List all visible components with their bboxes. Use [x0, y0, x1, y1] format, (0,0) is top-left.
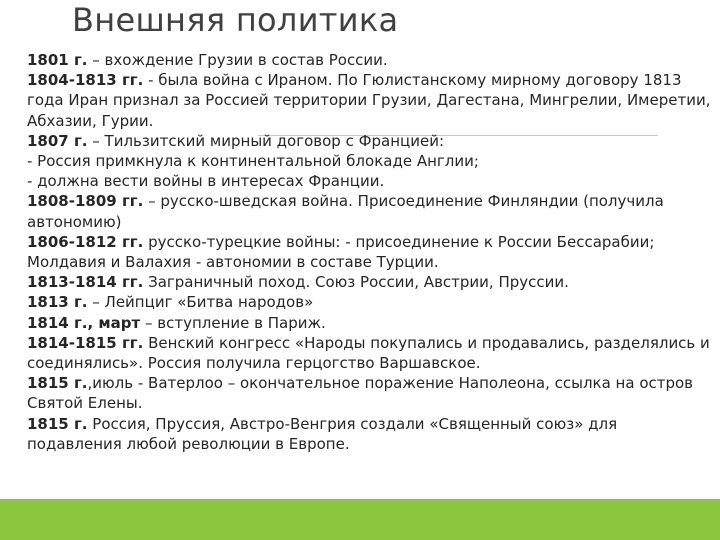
paragraph: [27, 313, 711, 333]
paragraph: [27, 70, 711, 131]
paragraph-text: Россия, Пруссия, Австро-Венгрия создали «Священный союз» для подавления любой революции в Европе.: [27, 414, 618, 453]
paragraph-text: русско-турецкие войны: - присоединение к России Бессарабии; Молдавия и Валахия - автономии в составе Турции.: [27, 232, 655, 272]
paragraph-date: 1807 г.: [27, 131, 88, 150]
paragraph-date: 1804-1813 гг.: [27, 71, 144, 90]
paragraph-text: – Тильзитский мирный договор с Францией:: [87, 131, 445, 150]
paragraph-text: – русско-шведская война. Присоединение Финляндии (получила автономию): [27, 192, 664, 231]
paragraph-text: – Лейпциг «Битва народов»: [87, 293, 314, 312]
slide-title: Внешняя политика: [72, 1, 399, 39]
paragraph-date: 1815 г.: [27, 374, 88, 393]
paragraph-text: – вхождение Грузии в состав России.: [87, 51, 388, 69]
paragraph-text: - должна вести войны в интересах Франции.: [27, 172, 385, 191]
paragraph: [27, 131, 711, 151]
paragraph-text: - была война с Ираном. По Гюлистанскому мирному договору 1813 года Иран признал за Россией территории Грузии, Дагестана, Мингрелии, Имеретии, Абхазии, Гурии.: [27, 71, 711, 130]
paragraph-date: 1813-1814 гг.: [27, 273, 144, 292]
paragraph-date: 1814-1815 гг.: [27, 333, 144, 352]
paragraph: [27, 151, 711, 171]
paragraph-date: 1806-1812 гг.: [27, 232, 144, 251]
paragraph: [27, 272, 711, 292]
footer-bar: [0, 499, 720, 540]
paragraph-text: – вступление в Париж.: [140, 313, 326, 332]
paragraph: [27, 50, 711, 70]
paragraph-date: 1813 г.: [27, 293, 88, 312]
slide-body: [27, 50, 711, 454]
paragraph: [27, 171, 711, 191]
paragraph-date: 1808-1809 гг.: [27, 192, 144, 211]
paragraph-date: 1814 г., март: [27, 313, 141, 332]
paragraph: [27, 414, 711, 454]
paragraph-text: - Россия примкнула к континентальной блокаде Англии;: [27, 152, 479, 171]
paragraph-text: Заграничный поход. Союз России, Австрии, Пруссии.: [143, 273, 569, 292]
paragraph: [27, 333, 711, 373]
paragraph-text: Венский конгресс «Народы покупались и продавались, разделялись и соединялись». Россия получила герцогство Варшавское.: [27, 333, 710, 373]
paragraph: [27, 292, 711, 312]
paragraph: [27, 232, 711, 272]
paragraph-date: 1815 г.: [27, 414, 88, 433]
paragraph-date: 1801 г.: [27, 51, 88, 69]
paragraph: [27, 191, 711, 231]
paragraph: [27, 373, 711, 413]
paragraph-text: ,июль - Ватерлоо – окончательное поражение Наполеона, ссылка на остров Святой Елены.: [27, 374, 694, 413]
